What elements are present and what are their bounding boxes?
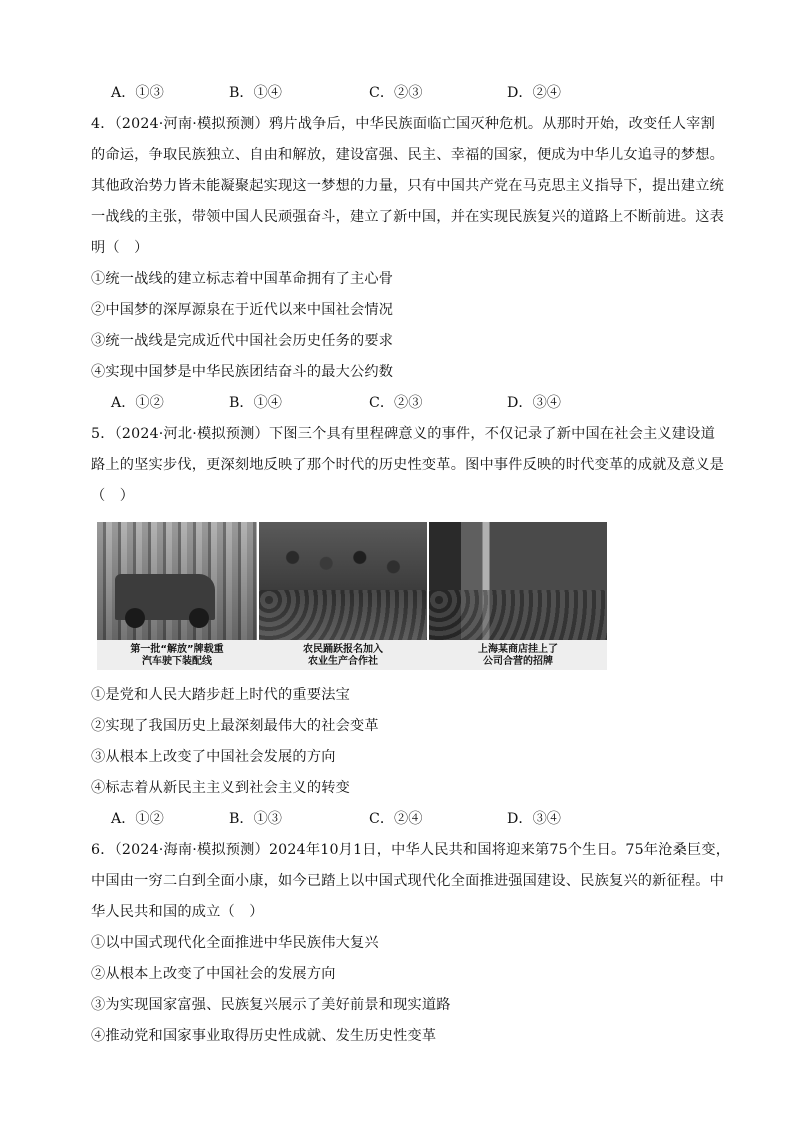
q4-option-c: C．②③ [369,395,423,411]
wheel-shape [189,608,209,628]
q4-statement-4: ④实现中国梦是中华民族团结奋斗的最大公约数 [91,364,394,380]
q4-stem-line-5: 明（ ） [91,240,149,256]
q6-statement-1: ①以中国式现代化全面推进中华民族伟大复兴 [91,935,379,951]
q4-option-d: D．③④ [507,395,561,411]
q6-statement-4: ④推动党和国家事业取得历史性成就、发生历史性变革 [91,1028,437,1044]
caption-shop-line-2: 公司合营的招牌 [483,656,553,667]
q5-stem-line-2: 路上的坚实步伐，更深刻地反映了那个时代的历史性变革。图中事件反映的时代变革的成就及意义是 [91,457,725,473]
q4-option-a: A．①② [111,395,164,411]
q3-option-b: B．①④ [229,85,282,101]
photo-farmers-signup [259,522,427,640]
q4-stem-line-4: 一战线的主张，带领中国人民顽强奋斗，建立了新中国，并在实现民族复兴的道路上不断前进。这表 [91,209,725,225]
q5-statement-2: ②实现了我国历史上最深刻最伟大的社会变革 [91,718,379,734]
q5-statement-4: ④标志着从新民主主义到社会主义的转变 [91,780,350,796]
q3-option-a: A．①③ [111,85,164,101]
q5-stem-line-1: 5．（2024·河北·模拟预测）下图三个具有里程碑意义的事件，不仅记录了新中国在社会主义建设道 [91,426,715,442]
caption-shop [429,644,607,670]
caption-farmers [259,644,427,670]
q6-stem-line-1: 6．（2024·海南·模拟预测）2024年10月1日，中华人民共和国将迎来第75个生日。75年沧桑巨变， [91,842,731,858]
q4-stem-line-3: 其他政治势力皆未能凝聚起实现这一梦想的力量，只有中国共产党在马克思主义指导下，提出建立统 [91,178,725,194]
q4-statement-1: ①统一战线的建立标志着中国革命拥有了主心骨 [91,271,394,287]
q3-option-d: D．②④ [507,85,561,101]
q6-stem-line-3: 华人民共和国的成立（ ） [91,904,264,920]
photo-truck-assembly-line [97,522,257,640]
q5-option-b: B．①③ [229,811,282,827]
caption-farmers-line-1: 农民踊跃报名加入 [303,644,383,655]
q6-statement-3: ③为实现国家富强、民族复兴展示了美好前景和现实道路 [91,997,451,1013]
caption-truck [97,644,257,670]
crowd-shading [259,590,427,640]
q5-option-d: D．③④ [507,811,561,827]
q4-stem-line-2: 的命运，争取民族独立、自由和解放，建设富强、民主、幸福的国家，便成为中华儿女追寻的梦想。 [91,147,725,163]
q4-statement-3: ③统一战线是完成近代中国社会历史任务的要求 [91,333,394,349]
q6-statement-2: ②从根本上改变了中国社会的发展方向 [91,966,336,982]
q4-option-b: B．①④ [229,395,282,411]
q5-option-c: C．②④ [369,811,423,827]
q4-stem-line-1: 4．（2024·河南·模拟预测）鸦片战争后，中华民族面临亡国灭种危机。从那时开始，改变任人宰割 [91,116,715,132]
crowd-shading [429,590,607,640]
q5-statement-3: ③从根本上改变了中国社会发展的方向 [91,749,336,765]
q5-photo-figure [97,522,607,670]
q5-stem-line-3: （ ） [91,488,135,504]
wheel-shape [125,608,145,628]
caption-shop-line-1: 上海某商店挂上了 [478,644,558,655]
q4-statement-2: ②中国梦的深厚源泉在于近代以来中国社会情况 [91,302,394,318]
photo-shanghai-shop-sign [429,522,607,640]
caption-farmers-line-2: 农业生产合作社 [308,656,378,667]
caption-truck-line-1: 第一批“解放”牌载重 [130,644,224,655]
q5-statement-1: ①是党和人民大踏步赶上时代的重要法宝 [91,687,350,703]
q5-option-a: A．①② [111,811,164,827]
q3-option-c: C．②③ [369,85,423,101]
q6-stem-line-2: 中国由一穷二白到全面小康，如今已踏上以中国式现代化全面推进强国建设、民族复兴的新征程。中 [91,873,725,889]
caption-truck-line-2: 汽车驶下装配线 [142,656,212,667]
